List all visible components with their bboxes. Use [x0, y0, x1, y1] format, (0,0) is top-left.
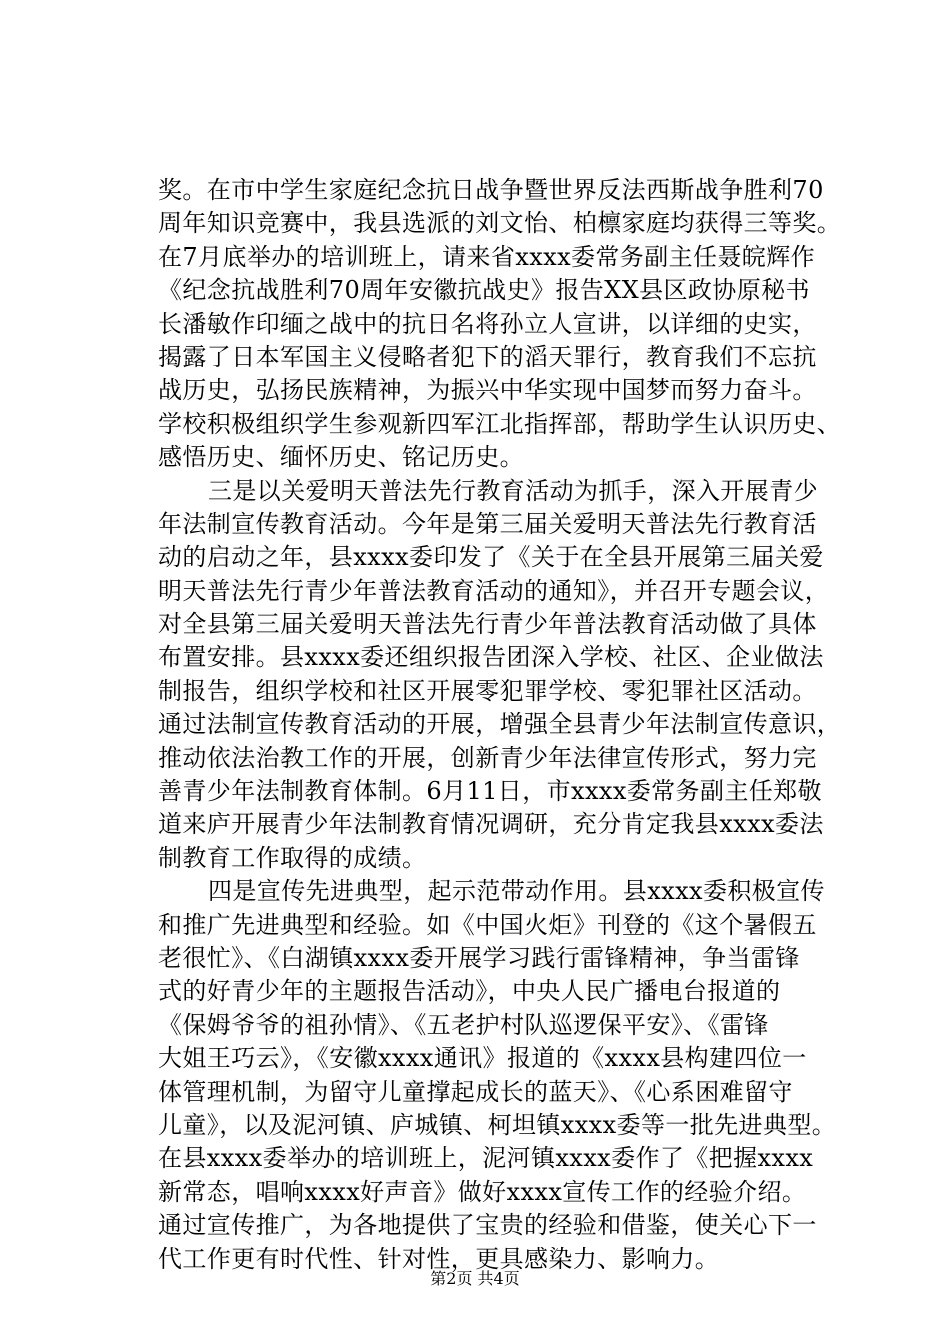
text-line: 式的好青少年的主题报告活动》，中央人民广播电台报道的	[158, 977, 781, 1006]
text-line: 动的启动之年，县xxxx委印发了《关于在全县开展第三届关爱	[158, 543, 824, 572]
text-line: 体管理机制，为留守儿童撑起成长的蓝天》、《心系困难留守	[158, 1077, 793, 1106]
text-line: 年法制宣传教育活动。今年是第三届关爱明天普法先行教育活	[158, 509, 817, 538]
text-line: 感悟历史、缅怀历史、铭记历史。	[158, 443, 524, 472]
text-line: 揭露了日本军国主义侵略者犯下的滔天罪行，教育我们不忘抗	[158, 342, 817, 371]
text-line: 通过法制宣传教育活动的开展，增强全县青少年法制宣传意识，	[158, 710, 842, 739]
text-line: 对全县第三届关爱明天普法先行青少年普法教育活动做了具体	[158, 610, 817, 639]
text-line: 奖。在市中学生家庭纪念抗日战争暨世界反法西斯战争胜利70	[158, 176, 824, 204]
page-number-footer: 第2页 共4页	[430, 1269, 520, 1288]
text-line: 道来庐开展青少年法制教育情况调研，充分肯定我县xxxx委法	[158, 810, 824, 839]
text-line: 制教育工作取得的成绩。	[158, 843, 427, 872]
text-line: 制报告，组织学校和社区开展零犯罪学校、零犯罪社区活动。	[158, 676, 817, 705]
text-line: 《纪念抗战胜利70周年安徽抗战史》报告XX县区政协原秘书	[158, 276, 810, 305]
text-line: 周年知识竞赛中，我县选派的刘文怡、柏檩家庭均获得三等奖。	[158, 209, 842, 238]
text-line: 推动依法治教工作的开展，创新青少年法律宣传形式，努力完	[158, 743, 817, 772]
text-line: 通过宣传推广，为各地提供了宝贵的经验和借鉴，使关心下一	[158, 1211, 817, 1240]
paragraph-start-line: 三是以关爱明天普法先行教育活动为抓手，深入开展青少	[208, 476, 818, 505]
text-line: 在县xxxx委举办的培训班上，泥河镇xxxx委作了《把握xxxx	[158, 1144, 814, 1173]
text-line: 布置安排。县xxxx委还组织报告团深入学校、社区、企业做法	[158, 643, 824, 672]
paragraph-start-line: 四是宣传先进典型，起示范带动作用。县xxxx委积极宣传	[208, 877, 825, 906]
text-line: 《保姆爷爷的祖孙情》、《五老护村队巡逻保平安》、《雷锋	[158, 1010, 769, 1039]
body-text	[158, 174, 858, 1276]
text-line: 和推广先进典型和经验。如《中国火炬》刊登的《这个暑假五	[158, 910, 817, 939]
text-line: 明天普法先行青少年普法教育活动的通知》，并召开专题会议，	[158, 576, 830, 605]
text-line: 战历史，弘扬民族精神，为振兴中华实现中国梦而努力奋斗。	[158, 376, 817, 405]
text-line: 新常态，唱响xxxx好声音》做好xxxx宣传工作的经验介绍。	[158, 1177, 807, 1206]
text-line: 代工作更有时代性、针对性，更具感染力、影响力。	[158, 1244, 720, 1273]
text-line: 儿童》，以及泥河镇、庐城镇、柯坦镇xxxx委等一批先进典型。	[158, 1110, 837, 1139]
text-line: 大姐王巧云》，《安徽xxxx通讯》报道的《xxxx县构建四位一	[158, 1044, 807, 1073]
text-line: 学校积极组织学生参观新四军江北指挥部，帮助学生认识历史、	[158, 409, 842, 438]
text-line: 老很忙》、《白湖镇xxxx委开展学习践行雷锋精神，争当雷锋	[158, 943, 800, 972]
text-line: 在7月底举办的培训班上，请来省xxxx委常务副主任聂皖辉作	[158, 242, 816, 271]
text-line: 善青少年法制教育体制。6月11日，市xxxx委常务副主任郑敬	[158, 777, 822, 806]
text-line: 长潘敏作印缅之战中的抗日名将孙立人宣讲，以详细的史实，	[158, 309, 817, 338]
